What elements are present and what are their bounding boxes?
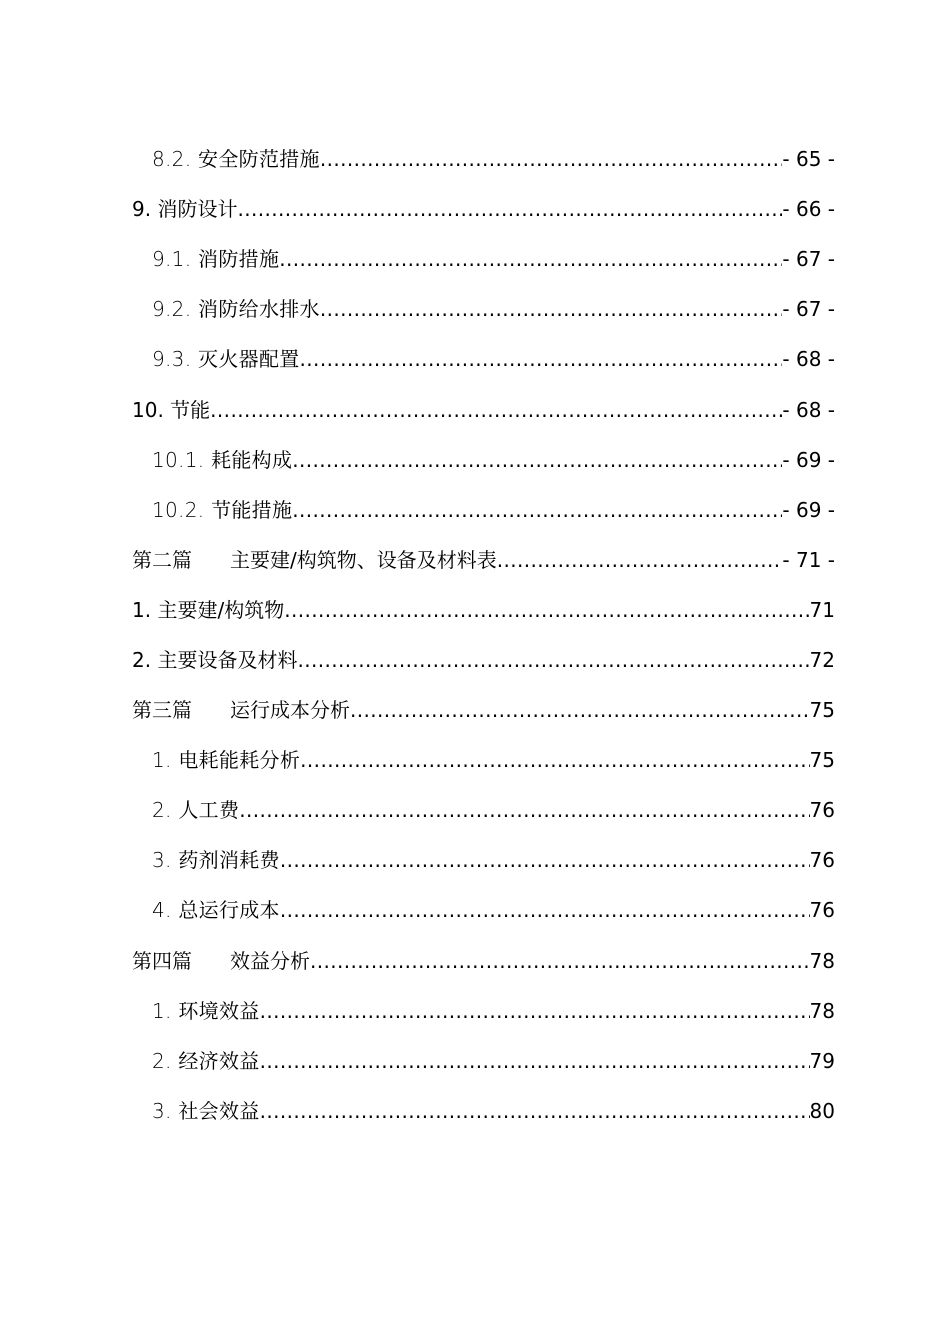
toc-entry-part-3[interactable] bbox=[0, 685, 950, 735]
toc-entry-title: 10. 节能 bbox=[132, 397, 211, 422]
dot-leader bbox=[320, 146, 783, 172]
toc-page-number: 72 bbox=[809, 647, 835, 672]
dot-leader bbox=[292, 497, 782, 523]
toc-entry-title: 2. 主要设备及材料 bbox=[132, 647, 298, 672]
toc-entry-part-4[interactable] bbox=[0, 936, 950, 986]
dot-leader bbox=[292, 447, 782, 473]
toc-page-number: 76 bbox=[809, 898, 835, 923]
toc-page-number: - 66 - bbox=[782, 197, 835, 222]
toc-entry-title: 10.1. 耗能构成 bbox=[152, 447, 293, 472]
toc-entry-10[interactable] bbox=[0, 384, 950, 434]
toc-page-number: 76 bbox=[809, 798, 835, 823]
toc-entry-9[interactable] bbox=[0, 184, 950, 234]
toc-page-number: - 69 - bbox=[782, 447, 835, 472]
toc-entry-title: 1. 主要建/构筑物 bbox=[132, 597, 285, 622]
dot-leader bbox=[260, 998, 810, 1024]
toc-entry-title: 第四篇 效益分析 bbox=[132, 948, 310, 973]
toc-entry-title: 3. 社会效益 bbox=[152, 1098, 260, 1123]
dot-leader bbox=[210, 397, 782, 423]
dot-leader bbox=[284, 597, 809, 623]
toc-page-number: 80 bbox=[809, 1098, 835, 1123]
dot-leader bbox=[280, 847, 810, 873]
toc-entry-title: 1. 电耗能耗分析 bbox=[152, 748, 301, 773]
toc-entry-part-3-3[interactable] bbox=[0, 835, 950, 885]
toc-entry-title: 9.1. 消防措施 bbox=[152, 247, 280, 272]
dot-leader bbox=[260, 1048, 810, 1074]
toc-page-number: 75 bbox=[809, 698, 835, 723]
dot-leader bbox=[300, 346, 783, 372]
dot-leader bbox=[320, 296, 783, 322]
toc-page-number: 79 bbox=[809, 1048, 835, 1073]
toc-page-number: - 68 - bbox=[782, 397, 835, 422]
toc-entry-9-1[interactable] bbox=[0, 234, 950, 284]
toc-entry-part-4-2[interactable] bbox=[0, 1036, 950, 1086]
toc-entry-part-2[interactable] bbox=[0, 535, 950, 585]
toc-page-number: 76 bbox=[809, 848, 835, 873]
toc-entry-10-2[interactable] bbox=[0, 485, 950, 535]
table-of-contents bbox=[0, 134, 950, 1136]
toc-entry-part-3-2[interactable] bbox=[0, 785, 950, 835]
toc-page-number: - 67 - bbox=[782, 247, 835, 272]
toc-page-number: - 65 - bbox=[782, 147, 835, 172]
toc-entry-10-1[interactable] bbox=[0, 435, 950, 485]
toc-entry-9-3[interactable] bbox=[0, 334, 950, 384]
toc-entry-title: 2. 经济效益 bbox=[152, 1048, 260, 1073]
toc-entry-part-3-4[interactable] bbox=[0, 885, 950, 935]
toc-entry-title: 第三篇 运行成本分析 bbox=[132, 698, 350, 723]
toc-entry-title: 8.2. 安全防范措施 bbox=[152, 147, 320, 172]
dot-leader bbox=[260, 1098, 810, 1124]
toc-entry-part-2-2[interactable] bbox=[0, 635, 950, 685]
toc-entry-title: 2. 人工费 bbox=[152, 798, 240, 823]
toc-page-number: 78 bbox=[809, 998, 835, 1023]
toc-entry-part-4-1[interactable] bbox=[0, 986, 950, 1036]
toc-entry-part-3-1[interactable] bbox=[0, 735, 950, 785]
toc-entry-title: 9.2. 消防给水排水 bbox=[152, 297, 320, 322]
toc-page-number: 75 bbox=[809, 748, 835, 773]
dot-leader bbox=[237, 196, 782, 222]
toc-page-number: - 67 - bbox=[782, 297, 835, 322]
dot-leader bbox=[280, 897, 810, 923]
toc-entry-title: 10.2. 节能措施 bbox=[152, 497, 293, 522]
toc-entry-part-2-1[interactable] bbox=[0, 585, 950, 635]
dot-leader bbox=[279, 246, 782, 272]
toc-page-number: - 68 - bbox=[782, 347, 835, 372]
toc-entry-part-4-3[interactable] bbox=[0, 1086, 950, 1136]
toc-page-number: - 71 - bbox=[782, 547, 835, 572]
dot-leader bbox=[300, 747, 809, 773]
dot-leader bbox=[310, 948, 810, 974]
toc-entry-title: 4. 总运行成本 bbox=[152, 898, 280, 923]
toc-entry-title: 9. 消防设计 bbox=[132, 197, 238, 222]
dot-leader bbox=[497, 547, 783, 573]
toc-entry-8-2[interactable] bbox=[0, 134, 950, 184]
dot-leader bbox=[297, 647, 809, 673]
toc-page-number: - 69 - bbox=[782, 497, 835, 522]
toc-entry-9-2[interactable] bbox=[0, 284, 950, 334]
toc-page-number: 71 bbox=[809, 597, 835, 622]
toc-entry-title: 9.3. 灭火器配置 bbox=[152, 347, 300, 372]
toc-entry-title: 第二篇 主要建/构筑物、设备及材料表 bbox=[132, 547, 497, 572]
toc-entry-title: 1. 环境效益 bbox=[152, 998, 260, 1023]
toc-page-number: 78 bbox=[809, 948, 835, 973]
dot-leader bbox=[350, 697, 810, 723]
dot-leader bbox=[239, 797, 809, 823]
toc-entry-title: 3. 药剂消耗费 bbox=[152, 848, 280, 873]
